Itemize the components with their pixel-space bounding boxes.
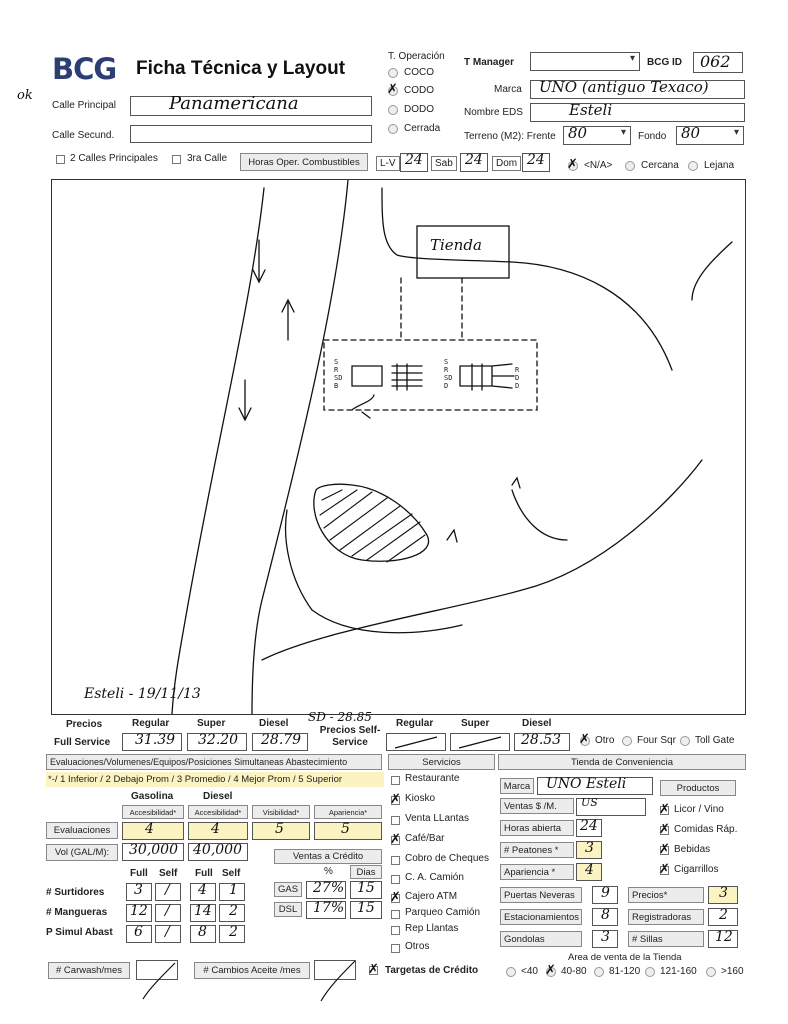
pump-label: SD [444,374,453,382]
pump-labels-mid [444,358,458,390]
lv-value: 24 [405,152,423,168]
gondolas-value: 3 [601,929,610,945]
cell-value: 1 [229,882,238,898]
mangueras-label: # Mangueras [46,907,108,918]
col-header-accesibilidad-dsl: Accesibilidad* [188,805,248,819]
producto-label: Comidas Ráp. [674,824,738,835]
full-diesel-value: 28.79 [261,732,302,748]
tarjetas-credito-label: Targetas de Crédito [385,965,479,976]
full-regular-value: 31.39 [135,732,176,748]
eval-value: 5 [341,821,350,837]
gas-dias-field[interactable] [350,881,382,899]
servicio-otros-checkbox[interactable] [391,944,400,953]
page-title: Ficha Técnica y Layout [136,58,346,79]
cell-value: 6 [134,924,143,940]
radio-area-121-160[interactable] [645,967,655,977]
col-header-apariencia: Apariencia* [314,805,382,819]
full-header-dsl: Full [195,868,213,879]
eval-accesibilidad-dsl[interactable] [188,822,248,840]
full-service-label: Full Service [54,737,111,748]
producto-cigarrillos-checkbox[interactable] [660,866,669,875]
pump-island-1 [352,364,422,390]
productos-button[interactable]: Productos [660,780,736,796]
pump-label: S [444,358,449,366]
gasolina-header: Gasolina [131,791,174,802]
dom-label: Dom [492,156,521,171]
pump-labels-left [334,358,348,390]
sd-note: SD - 28.85 [308,710,372,724]
horas-oper-button[interactable]: Horas Oper. Combustibles [240,153,368,171]
servicio-restaurante-checkbox[interactable] [391,776,400,785]
cell-value: 12 [130,903,148,919]
ventas-value: US [581,796,598,809]
nombre-eds-value: Esteli [569,101,613,119]
mangueras-full-dsl[interactable] [190,904,216,922]
arrow-small [512,478,520,488]
calle-principal-label: Calle Principal [52,100,116,111]
terreno-label: Terreno (M2): Frente [464,131,556,142]
servicio-label: Otros [405,941,430,952]
cercana-label: Cercana [641,160,679,171]
island-hatch [320,490,425,562]
cerrada-label: Cerrada [404,123,441,134]
pump-island-2 [460,364,514,390]
servicio-cajero-atm-checkbox[interactable] [391,894,400,903]
road-right-top [692,242,732,300]
scale-note: *-/ 1 Inferior / 2 Debajo Prom / 3 Promedio / 4 Mejor Prom / 5 Superior [46,772,384,787]
producto-label: Licor / Vino [674,804,724,815]
fondo-value: 80 [681,124,701,142]
servicio-label: C. A. Camión [405,872,464,883]
dias-header: Dias [350,865,382,879]
marca-label: Marca [494,84,522,95]
producto-bebidas-checkbox[interactable] [660,846,669,855]
nombre-eds-label: Nombre EDS [464,107,523,118]
eval-visibilidad[interactable] [252,822,310,840]
radio-dodo[interactable] [388,105,398,115]
self-super-field[interactable] [450,733,510,751]
col-header-visibilidad: Visibilidad* [252,805,310,819]
gondolas-field[interactable] [592,930,618,948]
sketch-date-note: Esteli - 19/11/13 [84,686,201,702]
sillas-field[interactable] [708,930,738,948]
radio-na[interactable] [568,161,578,171]
estacionamientos-label: Estacionamientos [500,909,582,925]
calle-secund-label: Calle Secund. [52,130,115,141]
strike-line [387,734,445,750]
full-super-field[interactable] [187,733,247,751]
pct-header: % [324,866,333,877]
gas-dias-value: 15 [357,880,375,896]
arrow-down-1 [253,240,265,282]
full-super-value: 32.20 [198,732,239,748]
producto-comidas-checkbox[interactable] [660,826,669,835]
simul-full-dsl[interactable] [190,925,216,943]
simul-self-gas[interactable] [155,925,181,943]
radio-otro[interactable] [580,736,590,746]
dsl-pct-value: 17% [313,900,345,916]
radio-area-lt40[interactable] [506,967,516,977]
dsl-dias-field[interactable] [350,901,382,919]
sab-field[interactable] [460,153,488,172]
servicio-label: Venta LLantas [405,813,469,824]
area-option-label: 40-80 [561,966,587,977]
pump-label: D [444,382,449,390]
servicio-parqueo-camion-checkbox[interactable] [391,910,400,919]
ventas-credito-title: Ventas a Crédito [274,849,382,864]
tarjetas-credito-checkbox[interactable] [369,966,378,975]
ok-mark: ok [17,88,33,103]
cell-value: 14 [194,903,212,919]
strike-line [137,961,177,1001]
bcg-id-label: BCG ID [647,57,682,68]
sab-label: Sab [431,156,457,171]
surtidores-label: # Surtidores [46,887,105,898]
coco-label: COCO [404,67,434,78]
registradoras-value: 2 [719,907,728,923]
self-header-dsl: Self [222,868,241,879]
road-curve-lower [286,510,462,633]
servicio-venta-llantas-checkbox[interactable] [391,816,400,825]
marca-field[interactable] [530,80,745,99]
pump-labels-right [515,366,529,390]
calle-principal-value: Panamericana [169,93,299,114]
horas-abierta-field[interactable] [576,819,602,837]
gas-label: GAS [274,882,302,897]
dom-value: 24 [527,152,545,168]
sab-value: 24 [465,152,483,168]
radio-coco[interactable] [388,68,398,78]
peatones-label: # Peatones * [500,842,574,858]
tercera-calle-checkbox[interactable] [172,155,181,164]
surtidores-full-gas[interactable] [126,883,152,901]
diesel-eval-header: Diesel [203,791,233,802]
dom-field[interactable] [522,153,550,172]
full-regular-field[interactable] [122,733,182,751]
precios-tienda-label: Precios* [628,887,704,903]
tienda-label: Tienda [430,236,482,254]
servicio-label: Café/Bar [405,833,445,844]
self-diesel-value: 28.53 [521,732,562,748]
vol-gasolina-value: 30,000 [129,842,178,858]
sillas-value: 12 [715,929,733,945]
surtidores-self-gas[interactable] [155,883,181,901]
layout-sketch-area[interactable] [51,179,746,715]
lejana-label: Lejana [704,160,735,171]
radio-area-40-80[interactable] [546,967,556,977]
mangueras-full-gas[interactable] [126,904,152,922]
cambios-aceite-field[interactable] [314,960,356,980]
operacion-title: T. Operación [388,51,445,62]
full-header-gas: Full [130,868,148,879]
vol-diesel-value: 40,000 [193,842,242,858]
radio-lejana[interactable] [688,161,698,171]
road-curve-bottom [262,460,702,660]
na-label: <N/A> [584,160,613,171]
area-option-label: >160 [721,966,744,977]
cell-value: / [165,924,170,940]
cell-value: 3 [134,882,143,898]
mangueras-self-dsl[interactable] [219,904,245,922]
road-right-edge [252,180,348,714]
self-header-gas: Self [159,868,178,879]
registradoras-label: Registradoras [628,909,704,925]
area-option-label: 81-120 [609,966,641,977]
dos-calles-checkbox[interactable] [56,155,65,164]
eval-apariencia[interactable] [314,822,382,840]
arrow-up-1 [282,300,294,340]
servicio-cobro-cheques-checkbox[interactable] [391,856,400,865]
servicio-label: Restaurante [405,773,460,784]
puertas-neveras-value: 9 [601,885,610,901]
road-right-curve [382,188,672,370]
bcg-id-value: 062 [700,52,731,71]
tab-evaluaciones[interactable]: Evaluaciones/Volumenes/Equipos/Posiciones Simultaneas Abastecimiento [46,754,382,770]
pump-label: R [515,366,520,374]
cell-value: 2 [229,924,238,940]
servicio-rep-llantas-checkbox[interactable] [391,926,400,935]
radio-cerrada[interactable] [388,124,398,134]
carwash-field[interactable] [136,960,178,980]
codo-label: CODO [404,85,434,96]
pump-label: R [444,366,449,374]
tab-servicios[interactable]: Servicios [388,754,495,770]
radio-cercana[interactable] [625,161,635,171]
pump-label: D [515,374,520,382]
road-curve-right [512,490,567,540]
mangueras-self-gas[interactable] [155,904,181,922]
evaluaciones-row-label: Evaluaciones [46,822,118,839]
dodo-label: DODO [404,104,434,115]
simul-self-dsl[interactable] [219,925,245,943]
diesel-header: Diesel [259,718,289,729]
super-header: Super [197,718,226,729]
self-service-label: Precios Self-Service [319,725,381,748]
fondo-label: Fondo [638,131,667,142]
self-regular-field[interactable] [386,733,446,751]
cell-value: 4 [198,882,207,898]
servicio-label: Cobro de Cheques [405,853,489,864]
cell-value: / [165,882,170,898]
peatones-field[interactable] [576,841,602,859]
surtidores-self-dsl[interactable] [219,883,245,901]
puertas-neveras-label: Puertas Neveras [500,887,582,903]
radio-area-81-120[interactable] [594,967,604,977]
surtidores-full-dsl[interactable] [190,883,216,901]
area-option-label: 121-160 [660,966,697,977]
dsl-pct-field[interactable] [306,901,346,919]
eval-value: 4 [211,821,220,837]
t-manager-label: T Manager [464,57,515,68]
servicio-label: Parqueo Camión [405,907,481,918]
pump-label: D [515,382,520,390]
apariencia-tienda-label: Apariencia * [500,864,574,880]
frente-select[interactable] [563,126,631,145]
eval-accesibilidad-gas[interactable] [122,822,184,840]
self-diesel-field[interactable] [514,733,570,751]
eval-value: 5 [275,821,284,837]
vol-row-label: Vol (GAL/M): [46,844,118,861]
area-option-label: <40 [521,966,538,977]
cell-value: 8 [198,924,207,940]
cell-value: / [165,903,170,919]
precios-tienda-value: 3 [719,885,728,901]
servicio-label: Cajero ATM [405,891,458,902]
self-regular-header: Regular [396,718,434,729]
fondo-select[interactable] [676,126,744,145]
horas-abierta-label: Horas abierta [500,820,574,836]
dos-calles-label: 2 Calles Principales [70,153,158,164]
producto-licor-checkbox[interactable] [660,806,669,815]
lv-label: L-V [376,156,400,171]
dsl-label: DSL [274,902,302,917]
vol-diesel-field[interactable] [188,843,248,861]
apariencia-tienda-field[interactable] [576,863,602,881]
carwash-label: # Carwash/mes [48,962,130,979]
simul-label: P Simul Abast [46,927,113,938]
tercera-calle-label: 3ra Calle [187,153,228,164]
pump-label: R [334,366,339,374]
self-diesel-header: Diesel [522,718,552,729]
horas-abierta-value: 24 [580,818,598,834]
tienda-marca-field[interactable] [537,777,653,795]
radio-four-sqr[interactable] [622,736,632,746]
servicio-kiosko-checkbox[interactable] [391,796,400,805]
cambios-aceite-label: # Cambios Aceite /mes [194,962,310,979]
strike-line [315,961,355,1001]
ventas-field[interactable] [576,798,646,816]
registradoras-field[interactable] [708,908,738,926]
toll-gate-label: Toll Gate [695,735,735,746]
eval-value: 4 [145,821,154,837]
layout-sketch [52,180,745,714]
compressor [352,395,374,418]
estacionamientos-value: 8 [601,907,610,923]
servicio-label: Kiosko [405,793,436,804]
vol-gasolina-field[interactable] [122,843,184,861]
logo: BCG [52,52,117,86]
ventas-label: Ventas $ /M. [500,798,574,814]
otro-label: Otro [595,735,615,746]
peatones-value: 3 [585,840,594,856]
t-manager-select[interactable] [530,52,640,71]
dsl-dias-value: 15 [357,900,375,916]
servicio-label: Rep Llantas [405,923,459,934]
servicio-cafe-bar-checkbox[interactable] [391,836,400,845]
gas-pct-field[interactable] [306,881,346,899]
sillas-label: # Sillas [628,931,704,947]
tab-tienda[interactable]: Tienda de Conveniencia [498,754,746,770]
producto-label: Cigarrillos [674,864,719,875]
cell-value: 2 [229,903,238,919]
gondolas-label: Gondolas [500,931,582,947]
pump-label: S [334,358,339,366]
road-left-edge [172,188,264,714]
radio-area-gt160[interactable] [706,967,716,977]
frente-value: 80 [568,124,588,142]
regular-header: Regular [132,718,170,729]
lv-field[interactable] [400,153,428,172]
arrow-down-2 [239,380,251,420]
puertas-neveras-field[interactable] [592,886,618,904]
precios-label: Precios [66,719,103,730]
pump-label: B [334,382,339,390]
radio-toll-gate[interactable] [680,736,690,746]
tienda-marca-label: Marca [500,778,534,794]
apariencia-tienda-value: 4 [585,862,594,878]
full-diesel-field[interactable] [252,733,308,751]
precios-tienda-field[interactable] [708,886,738,904]
marca-value: UNO (antiguo Texaco) [539,78,709,96]
station-outline [324,340,537,410]
gas-pct-value: 27% [313,880,345,896]
tienda-marca-value: UNO Esteli [546,776,627,792]
calle-principal-field[interactable] [130,93,372,116]
calle-secund-field[interactable] [130,125,372,143]
simul-full-gas[interactable] [126,925,152,943]
radio-codo[interactable] [388,86,398,96]
four-sqr-label: Four Sqr [637,735,676,746]
col-header-accesibilidad-gas: Accesibilidad* [122,805,184,819]
producto-label: Bebidas [674,844,711,855]
strike-line [451,734,509,750]
estacionamientos-field[interactable] [592,908,618,926]
area-venta-title: Area de venta de la Tienda [568,952,682,963]
bcg-id-field[interactable] [693,52,743,73]
nombre-eds-field[interactable] [530,103,745,122]
servicio-ca-camion-checkbox[interactable] [391,875,400,884]
pump-label: SD [334,374,343,382]
self-super-header: Super [461,718,490,729]
arrow-right [447,530,457,542]
